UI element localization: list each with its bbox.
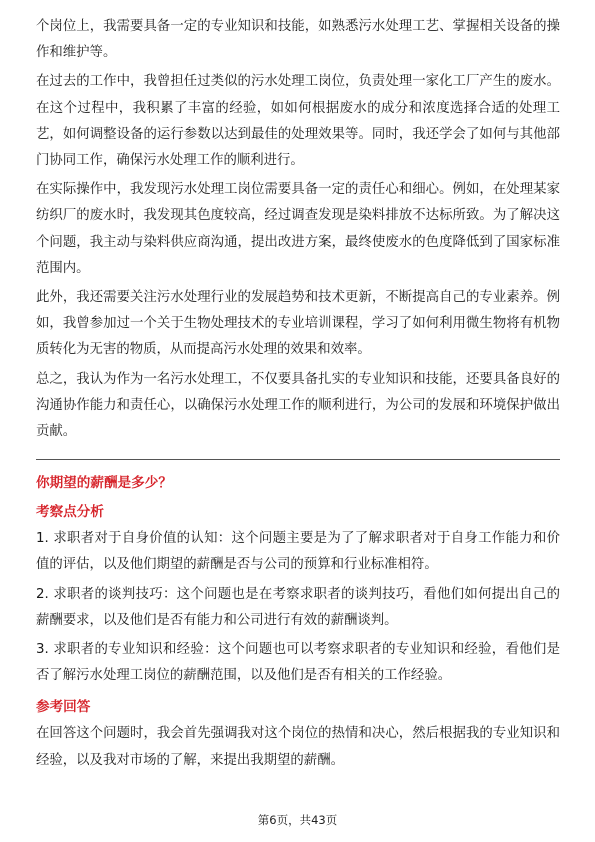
page-footer: 第6页，共43页 <box>257 813 338 827</box>
analysis-item: 1. 求职者对于自身价值的认知：这个问题主要是为了了解求职者对于自身工作能力和价值的评估，以及他们期望的薪酬是否与公司的预算和行业标准相符。 <box>36 531 560 573</box>
analysis-item: 3. 求职者的专业知识和经验：这个问题也可以考察求职者的专业知识和经验，看他们是否了解污水处理工岗位的薪酬范围，以及他们是否有相关的工作经验。 <box>36 642 560 684</box>
body-paragraph: 此外，我还需要关注污水处理行业的发展趋势和技术更新，不断提高自己的专业素养。例如，我曾参加过一个关于生物处理技术的专业培训课程，学习了如何利用微生物将有机物质转化为无害的物质，从而提高污水处理的效果和效率。 <box>36 290 560 358</box>
question-heading: 你期望的薪酬是多少？ <box>36 475 172 492</box>
reference-heading: 参考回答 <box>36 699 91 716</box>
body-paragraph: 在过去的工作中，我曾担任过类似的污水处理工岗位，负责处理一家化工厂产生的废水。在这个过程中，我积累了丰富的经验，如如何根据废水的成分和浓度选择合适的处理工艺，如何调整设备的运行参数以达到最佳的处理效果等。同时，我还学会了如何与其他部门协同工作，确保污水处理工作的顺利进行。 <box>36 74 560 169</box>
body-paragraph: 总之，我认为作为一名污水处理工，不仅要具备扎实的专业知识和技能，还要具备良好的沟通协作能力和责任心，以确保污水处理工作的顺利进行，为公司的发展和环境保护做出贡献。 <box>36 371 560 440</box>
body-paragraph: 个岗位上，我需要具备一定的专业知识和技能，如熟悉污水处理工艺、掌握相关设备的操作和维护等。 <box>36 19 560 61</box>
analysis-item: 2. 求职者的谈判技巧：这个问题也是在考察求职者的谈判技巧，看他们如何提出自己的薪酬要求，以及他们是否有能力和公司进行有效的薪酬谈判。 <box>36 586 560 628</box>
document-page <box>36 14 560 777</box>
body-paragraph: 在实际操作中，我发现污水处理工岗位需要具备一定的责任心和细心。例如，在处理某家纺织厂的废水时，我发现其色度较高，经过调查发现是染料排放不达标所致。为了解决这个问题，我主动与染料供应商沟通，提出改进方案，最终使废水的色度降低到了国家标准范围内。 <box>36 182 560 276</box>
reference-answer: 在回答这个问题时，我会首先强调我对这个岗位的热情和决心，然后根据我的专业知识和经验，以及我对市场的了解，来提出我期望的薪酬。 <box>36 726 560 768</box>
analysis-heading: 考察点分析 <box>36 504 104 521</box>
section-divider <box>36 459 560 460</box>
